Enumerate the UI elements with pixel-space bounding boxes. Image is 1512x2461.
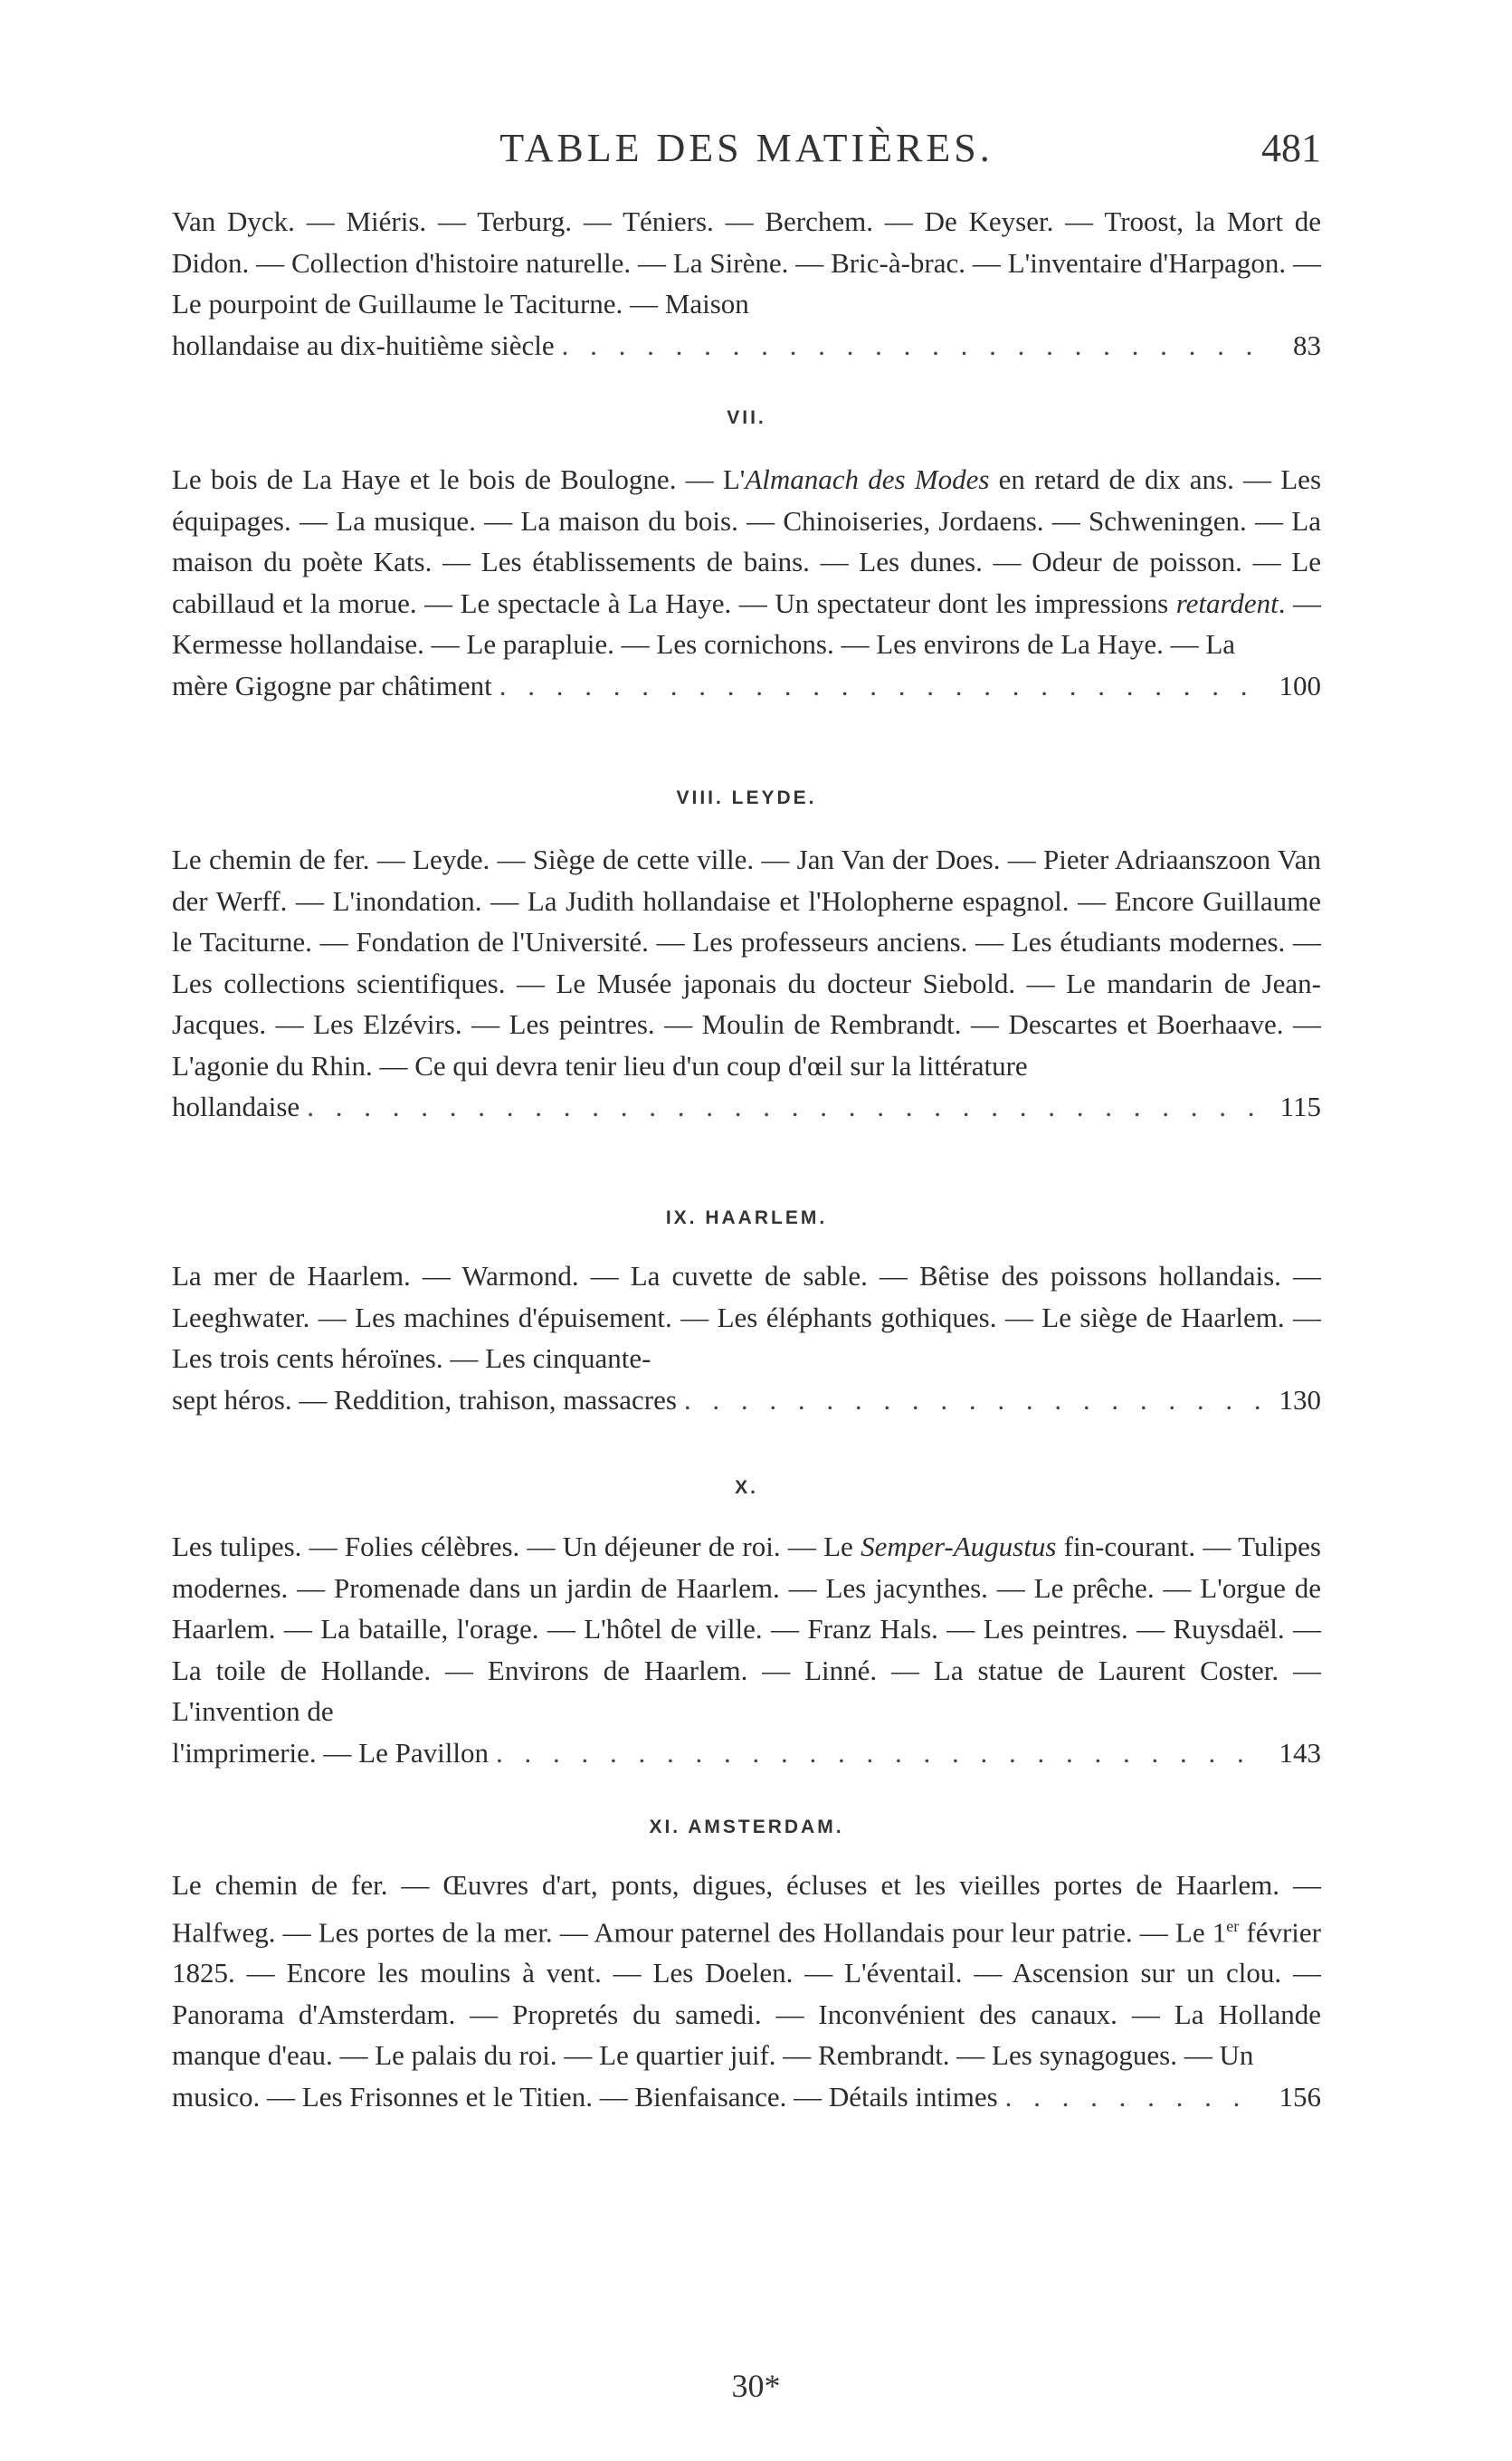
- toc-entry-last-text: musico. — Les Frisonnes et le Titien. — Bienfaisance. — Détails intimes: [172, 2080, 998, 2113]
- toc-entry-last-line: [172, 665, 1321, 707]
- toc-page-ref: 83: [1293, 329, 1321, 361]
- toc-entry-text: [172, 1526, 1321, 1732]
- text-run: Le bois de La Haye et le bois de Boulogne. — L': [172, 463, 746, 495]
- toc-page-ref: 130: [1279, 1383, 1321, 1416]
- dot-leader: [562, 325, 1260, 367]
- dot-leader: [496, 1732, 1260, 1774]
- text-run: Le chemin de fer. — Œuvres d'art, ponts, digues, écluses et les vieilles portes de Haarlem. — Halfweg. — Les portes de la mer. — Amour paternel des Hollandais pour leur patrie. — Le 1: [172, 1869, 1321, 1948]
- toc-entry-text: [172, 1865, 1321, 2076]
- dot-leader: [307, 1086, 1260, 1128]
- toc-entry-last-line: [172, 325, 1321, 367]
- text-run: Les tulipes. — Folies célèbres. — Un déjeuner de roi. — Le: [172, 1531, 861, 1562]
- chapter-heading-vii: VII.: [727, 407, 766, 428]
- dot-leader: [499, 665, 1260, 707]
- toc-page-ref: 100: [1279, 669, 1321, 701]
- toc-entry-last-text: sept héros. — Reddition, trahison, massacres: [172, 1383, 677, 1416]
- chapter-heading-ix: IX. HAARLEM.: [665, 1207, 828, 1228]
- toc-entry-last-text: mère Gigogne par châtiment: [172, 669, 492, 701]
- toc-entry-ix: [172, 1255, 1321, 1420]
- italic-word: retardent: [1175, 587, 1279, 619]
- page-number: 481: [1261, 126, 1321, 170]
- toc-entry-last-line: [172, 2076, 1321, 2118]
- italic-title: Almanach des Modes: [745, 463, 990, 495]
- page-header: [172, 125, 1321, 179]
- chapter-heading-xi: XI. AMSTERDAM.: [649, 1817, 844, 1837]
- toc-entry-text: Le chemin de fer. — Leyde. — Siège de cette ville. — Jan Van der Does. — Pieter Adriaanszoon Van der Werff. — L'inondation. — La Judith hollandaise et l'Holopherne espagnol. — Encore Guillaume le Taciturne. — Fondation de l'Université. — Les professeurs anciens. — Les étudiants modernes. — Les collections scientifiques. — Le Musée japonais du docteur Siebold. — Le mandarin de Jean-Jacques. — Les Elzévirs. — Les peintres. — Moulin de Rembrandt. — Descartes et Boerhaave. — L'agonie du Rhin. — Ce qui devra tenir lieu d'un coup d'œil sur la littérature: [172, 844, 1321, 1082]
- chapter-heading-x: X.: [735, 1477, 758, 1498]
- text-run: février 1825. — Encore les moulins à vent. — Les Doelen. — L'éventail. — Ascension sur un clou. — Panorama d'Amsterdam. — Propretés du samedi. — Inconvénient des canaux. — La Hollande manque d'eau. — Le palais du roi. — Le quartier juif. — Rembrandt. — Les synagogues. — Un: [172, 1915, 1322, 2072]
- running-title: TABLE DES MATIÈRES.: [499, 126, 994, 170]
- toc-entry-xi: [172, 1865, 1321, 2117]
- toc-entry-text: La mer de Haarlem. — Warmond. — La cuvette de sable. — Bêtise des poissons hollandais. — Leeghwater. — Les machines d'épuisement. — Les éléphants gothiques. — Le siège de Haarlem. — Les trois cents héroïnes. — Les cinquante-: [172, 1260, 1321, 1374]
- italic-word: Semper-Augustus: [861, 1531, 1057, 1562]
- dot-leader: [684, 1379, 1260, 1421]
- toc-entry-last-line: [172, 1379, 1321, 1421]
- toc-entry-x: [172, 1526, 1321, 1773]
- toc-entry-text: [172, 459, 1321, 665]
- toc-entry-vii: [172, 459, 1321, 706]
- toc-entry-last-text: hollandaise au dix-huitième siècle: [172, 329, 555, 361]
- toc-page-ref: 156: [1279, 2080, 1321, 2113]
- text-run: en retard de dix ans. — Les équipages. — La musique. — La maison du bois. — Chinoiseries, Jordaens. — Schweningen. — La maison du poète Kats. — Les établissements de bains. — Les dunes. — Odeur de poisson. — Le cabillaud et la morue. — Le spectacle à La Haye. — Un spectateur dont les impressions: [172, 463, 1322, 619]
- chapter-heading-viii: VIII. LEYDE.: [676, 787, 817, 808]
- dot-leader: [1005, 2076, 1260, 2118]
- toc-page-ref: 143: [1279, 1736, 1321, 1769]
- text-run: . — Kermesse hollandaise. — Le parapluie. — Les cornichons. — Les environs de La Haye. — La: [172, 587, 1322, 660]
- toc-page-ref: 115: [1279, 1091, 1321, 1122]
- toc-entry-last-text: l'imprimerie. — Le Pavillon: [172, 1736, 489, 1769]
- toc-entry-last-line: [172, 1732, 1321, 1774]
- toc-entry-last-line: [172, 1086, 1321, 1128]
- toc-entry-vi: [172, 201, 1321, 366]
- toc-entry-last-text: hollandaise: [172, 1091, 300, 1122]
- toc-entry-text: Van Dyck. — Miéris. — Terburg. — Téniers. — Berchem. — De Keyser. — Troost, la Mort de Didon. — Collection d'histoire naturelle. — La Sirène. — Bric-à-brac. — L'inventaire d'Harpagon. — Le pourpoint de Guillaume le Taciturne. — Maison: [172, 205, 1321, 320]
- signature-mark: 30*: [731, 2368, 781, 2404]
- text-run: fin-courant. — Tulipes modernes. — Promenade dans un jardin de Haarlem. — Les jacynthes. — Le prêche. — L'orgue de Haarlem. — La bataille, l'orage. — L'hôtel de ville. — Franz Hals. — Les peintres. — Ruysdaël. — La toile de Hollande. — Environs de Haarlem. — Linné. — La statue de Laurent Coster. — L'invention de: [172, 1531, 1321, 1727]
- toc-entry-viii: [172, 839, 1321, 1128]
- superscript: er: [1226, 1916, 1240, 1935]
